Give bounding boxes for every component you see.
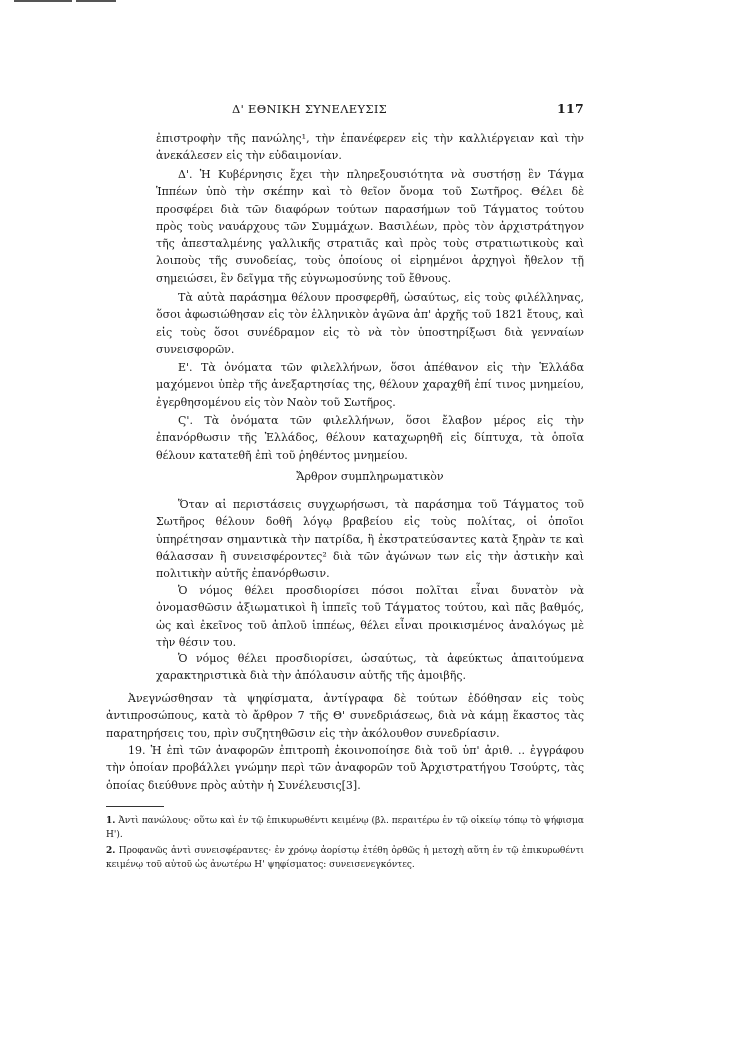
- footnote-text: Προφανῶς ἀντὶ συνεισφέραντες· ἐν χρόνῳ ἀορίστῳ ἐτέθη ὀρθῶς ἡ μετοχὴ αὕτη ἐν τῷ ἐπικυρωθέντι κειμένῳ τοῦ αὐτοῦ ὡς ἀνωτέρω Η' ψηφίσματος: συνεισενεγκόντες.: [106, 846, 584, 870]
- paragraph: Ὁ νόμος θέλει προσδιορίσει πόσοι πολῖται εἶναι δυνατὸν νὰ ὀνομασθῶσιν ἀξιωματικοὶ ἢ ἱππεῖς τοῦ Τάγματος τούτου, καὶ πᾶς βαθμός, ὡς καὶ ἐκεῖνος τοῦ ἁπλοῦ ἱππέως, θέλει εἶναι προικισμένος ἀναλόγως μὲ τὴν θέσιν του.: [156, 584, 584, 649]
- paragraph: Ἀνεγνώσθησαν τὰ ψηφίσματα, ἀντίγραφα δὲ τούτων ἐδόθησαν εἰς τοὺς ἀντιπροσώπους, κατὰ τὸ ἄρθρον 7 τῆς Θ' συνεδριάσεως, διὰ νὰ κάμῃ ἕκαστος τὰς παρατηρήσεις του, πρὶν συζητηθῶσιν εἰς τὴν ἀκόλουθον συνεδρίασιν.: [106, 692, 584, 740]
- paragraph: Ε'. Τὰ ὀνόματα τῶν φιλελλήνων, ὅσοι ἀπέθανον εἰς τὴν Ἑλλάδα μαχόμενοι ὑπὲρ τῆς ἀνεξαρτησίας της, θέλουν χαραχθῆ ἐπί τινος μνημείου, ἐγερθησομένου εἰς τὸν Ναὸν τοῦ Σωτῆρος.: [156, 361, 584, 409]
- footnote-number: 2.: [106, 846, 116, 856]
- page-number: 117: [557, 101, 584, 116]
- paragraph: Τὰ αὐτὰ παράσημα θέλουν προσφερθῆ, ὡσαύτως, εἰς τοὺς φιλέλληνας, ὅσοι ἀφωσιώθησαν εἰς τὸν ἑλληνικὸν ἀγῶνα ἀπ' ἀρχῆς τοῦ 1821 ἔτους, καὶ εἰς τοὺς ὅσοι συνέδραμον εἰς τὸ νὰ τὸν ὑποστηρίξωσι διὰ γενναίων συνεισφορῶν.: [156, 291, 584, 356]
- footnote: [106, 844, 584, 872]
- paragraph: Δ'. Ἡ Κυβέρνησις ἔχει τὴν πληρεξουσιότητα νὰ συστήσῃ ἓν Τάγμα Ἱππέων ὑπὸ τὴν σκέπην καὶ τὸ θεῖον ὄνομα τοῦ Σωτῆρος. Θέλει δὲ προσφέρει διὰ τῶν διαφόρων τούτων παρασήμων τοῦ Τάγματος τούτου πρὸς τοὺς ναυάρχους τῶν Συμμάχων. Βασιλέων, πρὸς τὸν ἀρχιστράτηγον τῆς ἀπεσταλμένης γαλλικῆς στρατιᾶς καὶ πρὸς τοὺς στρατιωτικοὺς καὶ λοιποὺς τῆς συνοδείας, τοὺς ὁποίους οἱ εἰρημένοι ἀρχηγοὶ ἤθελον τῇ σημειώσει, ἓν δεῖγμα τῆς εὐγνωμοσύνης τοῦ ἔθνους.: [156, 168, 584, 285]
- paragraph: Ὅταν αἱ περιστάσεις συγχωρήσωσι, τὰ παράσημα τοῦ Τάγματος τοῦ Σωτῆρος θέλουν δοθῆ λόγῳ βραβείου εἰς τοὺς πολίτας, οἱ ὁποῖοι ὑπηρέτησαν σημαντικὰ τὴν πατρίδα, ἢ ἐκστρατεύσαντες κατὰ ξηρὰν τε καὶ θάλασσαν ἢ συνεισφέροντες² διὰ τῶν ἀγώνων των εἰς τὴν ἀστικὴν καὶ πολιτικὴν αὐτῆς ἐπανόρθωσιν.: [156, 498, 584, 581]
- paragraph: 19. Ἡ ἐπὶ τῶν ἀναφορῶν ἐπιτροπὴ ἐκοινοποίησε διὰ τοῦ ὑπ' ἀριθ. .. ἐγγράφου τὴν ὁποίαν προβάλλει γνώμην περὶ τῶν ἀναφορῶν τοῦ Ἀρχιστρατήγου Τσούρτς, τὰς ὁποίας διεύθυνε πρὸς αὐτὴν ἡ Συνέλευσις[3].: [106, 744, 584, 792]
- footnote: [106, 814, 584, 842]
- footnote-rule: [106, 806, 164, 807]
- paragraph: ἐπιστροφὴν τῆς πανώλης¹, τὴν ἐπανέφερεν εἰς τὴν καλλιέργειαν καὶ τὴν ἀνεκάλεσεν εἰς τὴν εὐδαιμονίαν.: [156, 132, 584, 163]
- footnote-number: 1.: [106, 816, 116, 826]
- footnote-text: Ἀντὶ πανώλους· οὕτω καὶ ἐν τῷ ἐπικυρωθέντι κειμένῳ (βλ. περαιτέρω ἐν τῷ οἰκείῳ τόπῳ τὸ ψήφισμα Η').: [106, 816, 584, 840]
- paragraph: Ὁ νόμος θέλει προσδιορίσει, ὡσαύτως, τὰ ἀφεύκτως ἀπαιτούμενα χαρακτηριστικὰ διὰ τὴν ἀπόλαυσιν αὐτῆς τῆς ἀμοιβῆς.: [156, 652, 584, 683]
- running-head-title: Δ' ΕΘΝΙΚΗ ΣΥΝΕΛΕΥΣΙΣ: [232, 102, 388, 116]
- running-head: [156, 102, 584, 118]
- section-heading: Ἄρθρον συμπληρωματικὸν: [296, 470, 444, 483]
- paragraph: Ϛ'. Τὰ ὀνόματα τῶν φιλελλήνων, ὅσοι ἔλαβον μέρος εἰς τὴν ἐπανόρθωσιν τῆς Ἑλλάδος, θέλουν καταχωρηθῆ εἰς δίπτυχα, τὰ ὁποῖα θέλουν κατατεθῆ ἐπὶ τοῦ ῥηθέντος μνημείου.: [156, 414, 584, 462]
